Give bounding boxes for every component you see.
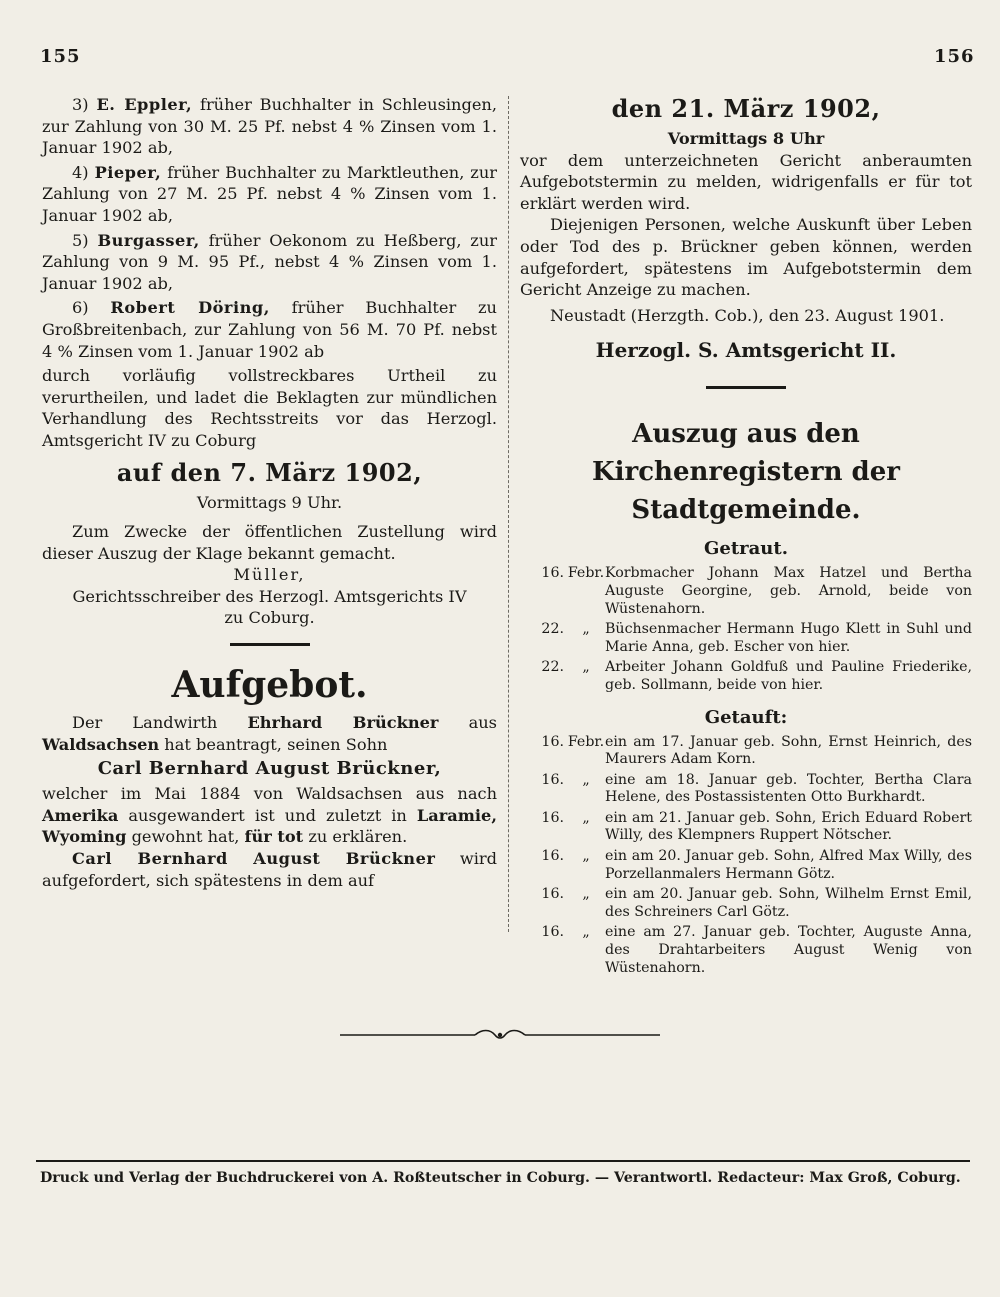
item-text: früher Buchhalter in Schleusingen, zur Zahlung von 30 M. 25 Pf. nebst 4 % Zinsen vom 1. Januar 1902 ab, <box>42 95 497 158</box>
entry-month: Febr. <box>567 565 605 582</box>
country-name: Amerika <box>42 805 119 825</box>
information-request: Diejenigen Personen, welche Auskunft über Leben oder Tod des p. Brückner geben können, werden aufgefordert, spätestens im Aufgebotstermin dem Gericht Anzeige zu machen. <box>520 215 972 300</box>
text-fragment: zu erklären. <box>308 827 408 847</box>
page-number-left: 155 <box>40 46 81 67</box>
text-fragment: aus <box>468 713 497 733</box>
marriages-heading: Getraut. <box>704 538 788 560</box>
entry-month: „ <box>582 924 590 941</box>
church-register-title: Auszug aus den Kirchenregistern der Stadtgemeinde. <box>592 419 900 526</box>
page-number-right: 156 <box>934 46 975 67</box>
entry-month: „ <box>582 659 590 676</box>
item-number: 6) <box>72 298 111 318</box>
defendant-list <box>42 94 497 362</box>
entry-month: Febr. <box>567 733 605 750</box>
entry-day: 22. <box>541 621 564 638</box>
place-and-date: Neustadt (Herzgth. Cob.), den 23. August 1901. <box>550 305 945 325</box>
right-column <box>520 94 972 980</box>
entry-month: „ <box>582 771 590 788</box>
aufgebot-paragraph-1 <box>42 712 497 755</box>
petitioner-name: Ehrhard Brückner <box>247 713 439 733</box>
baptisms-heading: Getauft: <box>704 706 788 728</box>
entry-day: 22. <box>541 659 564 676</box>
baptism-entry <box>520 848 972 886</box>
hearing-time: Vormittags 9 Uhr. <box>196 492 343 512</box>
text-fragment: ausgewandert ist und zuletzt in <box>128 805 407 825</box>
aufgebot-paragraph-2 <box>42 783 497 848</box>
baptism-entry <box>520 734 972 772</box>
baptism-entry <box>520 772 972 810</box>
defendant-name: Robert Döring, <box>110 298 270 318</box>
defendant-name: Pieper, <box>94 162 162 182</box>
entry-text: ein am 21. Januar geb. Sohn, Erich Eduard Robert Willy, des Klempners Ruppert Nötscher. <box>605 809 972 844</box>
court-name: Herzogl. S. Amtsgericht II. <box>595 338 897 363</box>
defendant-item <box>42 297 497 362</box>
left-column <box>42 94 497 891</box>
missing-person-name-repeat: Carl Bernhard August Brückner <box>72 849 436 869</box>
entry-text: ein am 20. Januar geb. Sohn, Alfred Max Willy, des Porzellanmalers Hermann Götz. <box>605 848 972 882</box>
item-text: früher Buchhalter zu Großbreitenbach, zur Zahlung von 56 M. 70 Pf. nebst 4 % Zinsen vom 1. Januar 1902 ab <box>42 298 497 361</box>
text-fragment: Der Landwirth <box>72 713 218 733</box>
defendant-name: Burgasser, <box>97 230 200 250</box>
declaration-phrase: für tot <box>244 827 304 847</box>
baptism-entry <box>520 886 972 924</box>
aufgebot-paragraph-3 <box>42 848 497 891</box>
entry-text: ein am 17. Januar geb. Sohn, Ernst Heinrich, des Maurers Adam Korn. <box>605 733 972 768</box>
section-rule <box>230 643 310 646</box>
item-text: früher Buchhalter zu Marktleuthen, zur Zahlung von 27 M. 25 Pf. nebst 4 % Zinsen vom 1. Januar 1902 ab, <box>42 162 497 225</box>
entry-day: 16. <box>541 771 564 788</box>
baptisms-table <box>520 734 972 981</box>
petitioner-place: Waldsachsen <box>42 734 160 754</box>
aufgebot-continuation: vor dem unterzeichneten Gericht anberaumten Aufgebotstermin zu melden, widrigenfalls er für tot erklärt werden wird. <box>520 150 972 213</box>
text-fragment: welcher im Mai 1884 von Waldsachsen aus nach <box>42 784 497 804</box>
entry-month: „ <box>582 621 590 638</box>
entry-text: Korbmacher Johann Max Hatzel und Bertha Auguste Georgine, geb. Arnold, beide von Wüstenahorn. <box>605 565 972 617</box>
baptism-entry <box>520 924 972 980</box>
entry-text: eine am 27. Januar geb. Tochter, Auguste Anna, des Drahtarbeiters August Wenig von Wüstenahorn. <box>605 924 972 976</box>
entry-text: eine am 18. Januar geb. Tochter, Bertha Clara Helene, des Postassistenten Otto Burkhardt. <box>605 771 972 806</box>
item-text: früher Oekonom zu Heßberg, zur Zahlung von 9 M. 95 Pf., nebst 4 % Zinsen vom 1. Januar 1902 ab, <box>42 230 497 293</box>
baptism-entry <box>520 810 972 848</box>
entry-day: 16. <box>541 733 564 750</box>
section-rule-right <box>706 386 786 389</box>
entry-day: 16. <box>541 565 564 582</box>
text-fragment: gewohnt hat, <box>131 827 240 847</box>
entry-day: 16. <box>541 848 564 865</box>
last-residence: Laramie, Wyoming <box>42 805 497 847</box>
aufgebot-title: Aufgebot. <box>171 664 368 707</box>
ornament-divider <box>340 1029 660 1041</box>
signer-title: Gerichtsschreiber des Herzogl. Amtsgerichts IV <box>72 586 467 606</box>
entry-day: 16. <box>541 924 564 941</box>
marriage-entry <box>520 659 972 697</box>
aufgebot-date: den 21. März 1902, <box>611 94 881 123</box>
defendant-item <box>42 162 497 227</box>
entry-text: ein am 20. Januar geb. Sohn, Wilhelm Ernst Emil, des Schreiners Carl Götz. <box>605 886 972 920</box>
item-number: 4) <box>72 162 95 182</box>
entry-month: „ <box>582 886 590 903</box>
defendant-item <box>42 94 497 159</box>
marriages-table <box>520 565 972 697</box>
purpose-text: Zum Zwecke der öffentlichen Zustellung wird dieser Auszug der Klage bekannt gemacht. <box>42 522 497 563</box>
summons-text: durch vorläufig vollstreckbares Urtheil zu verurtheilen, und ladet die Beklagten zur mündlichen Verhandlung des Rechtsstreits vor das Herzogl. Amtsgericht IV zu Coburg <box>42 366 497 450</box>
text-fragment: hat beantragt, seinen Sohn <box>164 734 388 754</box>
defendant-item <box>42 230 497 295</box>
entry-text: Büchsenmacher Hermann Hugo Klett in Suhl und Marie Anna, geb. Escher von hier. <box>605 621 972 655</box>
defendant-name: E. Eppler, <box>96 95 193 114</box>
marriage-entry <box>520 621 972 659</box>
aufgebot-time: Vormittags 8 Uhr <box>667 129 825 148</box>
item-number: 3) <box>72 95 97 114</box>
entry-text: Arbeiter Johann Goldfuß und Pauline Friederike, geb. Sollmann, beide von hier. <box>605 659 972 693</box>
signer-place: zu Coburg. <box>224 608 315 628</box>
signer-name: Müller, <box>233 565 306 585</box>
hearing-date: auf den 7. März 1902, <box>116 457 423 487</box>
entry-day: 16. <box>541 886 564 903</box>
entry-day: 16. <box>541 809 564 826</box>
marriage-entry <box>520 565 972 621</box>
column-separator <box>508 96 509 932</box>
missing-person-name: Carl Bernhard August Brückner, <box>97 758 442 780</box>
entry-month: „ <box>582 848 590 865</box>
entry-month: „ <box>582 809 590 826</box>
text-fragment: wird aufgefordert, sich spätestens in dem auf <box>42 849 497 890</box>
footer-rule <box>36 1160 970 1162</box>
item-number: 5) <box>72 230 98 250</box>
imprint-footer: Druck und Verlag der Buchdruckerei von A. Roßteutscher in Coburg. — Verantwortl. Redacteur: Max Groß, Coburg. <box>40 1170 961 1186</box>
